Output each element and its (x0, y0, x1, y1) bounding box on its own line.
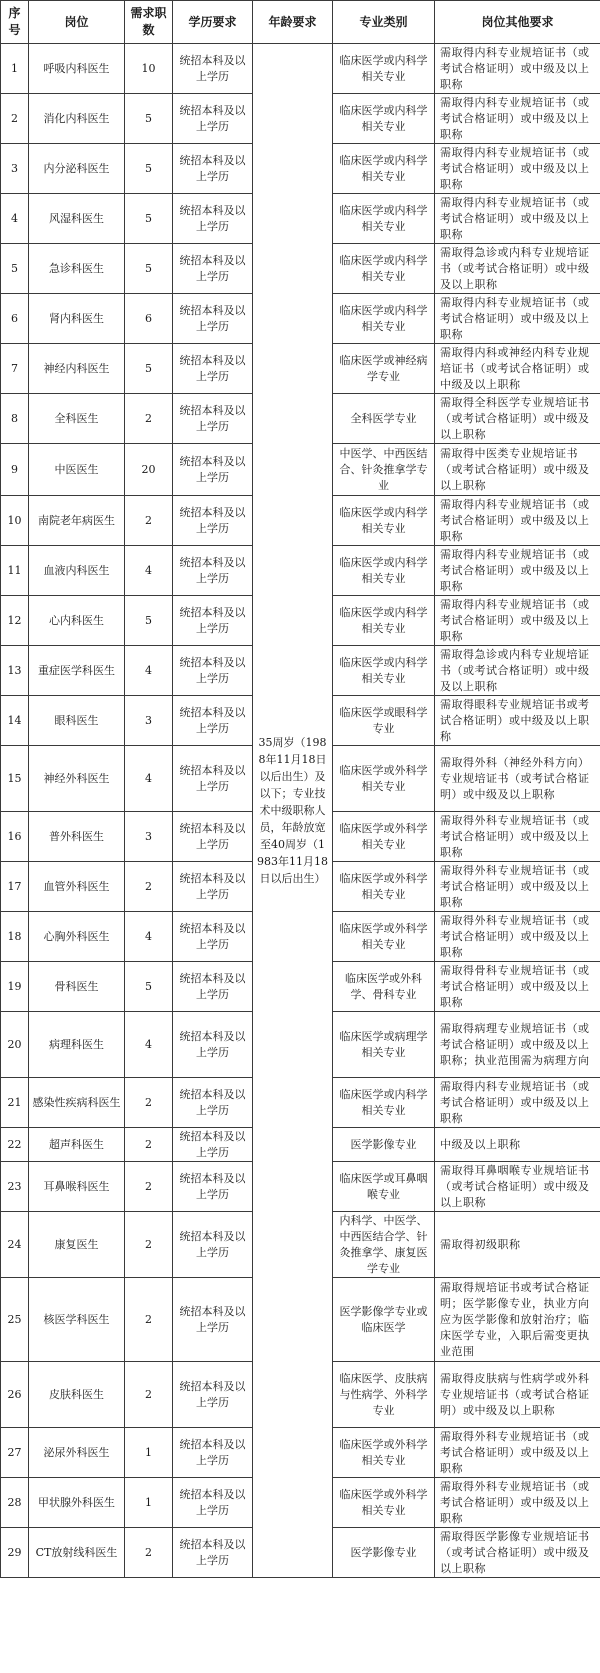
row-other: 需取得外科专业规培证书（或考试合格证明）或中级及以上职称 (435, 1428, 600, 1478)
row-count: 5 (125, 344, 173, 394)
row-no: 1 (1, 44, 29, 94)
row-no: 17 (1, 862, 29, 912)
row-education: 统招本科及以上学历 (173, 44, 253, 94)
row-position: 神经内科医生 (29, 344, 125, 394)
row-other: 需取得耳鼻咽喉专业规培证书（或考试合格证明）或中级及以上职称 (435, 1162, 600, 1212)
row-count: 2 (125, 1278, 173, 1362)
row-education: 统招本科及以上学历 (173, 194, 253, 244)
row-position: 康复医生 (29, 1212, 125, 1278)
row-position: 肾内科医生 (29, 294, 125, 344)
row-count: 4 (125, 546, 173, 596)
row-other: 需取得外科专业规培证书（或考试合格证明）或中级及以上职称 (435, 912, 600, 962)
row-position: 全科医生 (29, 394, 125, 444)
row-education: 统招本科及以上学历 (173, 596, 253, 646)
row-education: 统招本科及以上学历 (173, 1212, 253, 1278)
row-count: 20 (125, 444, 173, 496)
row-count: 5 (125, 962, 173, 1012)
row-position: 骨科医生 (29, 962, 125, 1012)
row-other: 需取得内科专业规培证书（或考试合格证明）或中级及以上职称 (435, 596, 600, 646)
row-education: 统招本科及以上学历 (173, 646, 253, 696)
row-major: 临床医学或外科学相关专业 (333, 1428, 435, 1478)
row-education: 统招本科及以上学历 (173, 1128, 253, 1162)
row-education: 统招本科及以上学历 (173, 1478, 253, 1528)
row-no: 25 (1, 1278, 29, 1362)
row-education: 统招本科及以上学历 (173, 94, 253, 144)
row-education: 统招本科及以上学历 (173, 496, 253, 546)
row-no: 9 (1, 444, 29, 496)
row-major: 临床医学、皮肤病与性病学、外科学专业 (333, 1362, 435, 1428)
row-position: 皮肤科医生 (29, 1362, 125, 1428)
row-no: 8 (1, 394, 29, 444)
row-position: 泌尿外科医生 (29, 1428, 125, 1478)
row-other: 需取得内科或神经内科专业规培证书（或考试合格证明）或中级及以上职称 (435, 344, 600, 394)
row-count: 2 (125, 496, 173, 546)
row-major: 全科医学专业 (333, 394, 435, 444)
row-other: 需取得全科医学专业规培证书（或考试合格证明）或中级及以上职称 (435, 394, 600, 444)
row-major: 临床医学或外科学、骨科专业 (333, 962, 435, 1012)
row-other: 需取得病理专业规培证书（或考试合格证明）或中级及以上职称；执业范围需为病理方向 (435, 1012, 600, 1078)
row-major: 临床医学或眼科学专业 (333, 696, 435, 746)
row-count: 6 (125, 294, 173, 344)
row-education: 统招本科及以上学历 (173, 912, 253, 962)
row-other: 需取得初级职称 (435, 1212, 600, 1278)
row-position: 感染性疾病科医生 (29, 1078, 125, 1128)
row-position: 血液内科医生 (29, 546, 125, 596)
row-major: 临床医学或内科学相关专业 (333, 194, 435, 244)
row-no: 5 (1, 244, 29, 294)
row-major: 临床医学或外科学相关专业 (333, 746, 435, 812)
row-other: 需取得眼科专业规培证书或考试合格证明）或中级及以上职称 (435, 696, 600, 746)
row-major: 临床医学或内科学相关专业 (333, 596, 435, 646)
row-major: 临床医学或外科学相关专业 (333, 1478, 435, 1528)
row-count: 5 (125, 144, 173, 194)
row-position: 血管外科医生 (29, 862, 125, 912)
row-no: 19 (1, 962, 29, 1012)
row-other: 需取得内科专业规培证书（或考试合格证明）或中级及以上职称 (435, 1078, 600, 1128)
row-no: 27 (1, 1428, 29, 1478)
row-other: 需取得外科专业规培证书（或考试合格证明）或中级及以上职称 (435, 862, 600, 912)
row-major: 临床医学或病理学相关专业 (333, 1012, 435, 1078)
row-no: 11 (1, 546, 29, 596)
header-other: 岗位其他要求 (435, 1, 600, 44)
row-education: 统招本科及以上学历 (173, 394, 253, 444)
row-no: 13 (1, 646, 29, 696)
row-major: 临床医学或内科学相关专业 (333, 244, 435, 294)
row-no: 23 (1, 1162, 29, 1212)
table-row (1, 44, 600, 94)
row-other: 需取得内科专业规培证书（或考试合格证明）或中级及以上职称 (435, 294, 600, 344)
row-major: 临床医学或内科学相关专业 (333, 294, 435, 344)
row-count: 5 (125, 194, 173, 244)
row-position: 核医学科医生 (29, 1278, 125, 1362)
row-position: 南院老年病医生 (29, 496, 125, 546)
row-position: 心胸外科医生 (29, 912, 125, 962)
row-count: 2 (125, 1128, 173, 1162)
row-no: 20 (1, 1012, 29, 1078)
row-education: 统招本科及以上学历 (173, 294, 253, 344)
row-other: 需取得内科专业规培证书（或考试合格证明）或中级及以上职称 (435, 546, 600, 596)
row-major: 临床医学或外科学相关专业 (333, 862, 435, 912)
row-other: 需取得规培证书或考试合格证明；医学影像专业，执业方向应为医学影像和放射治疗；临床医学专业，入职后需变更执业范围 (435, 1278, 600, 1362)
row-other: 需取得内科专业规培证书（或考试合格证明）或中级及以上职称 (435, 44, 600, 94)
row-major: 临床医学或外科学相关专业 (333, 812, 435, 862)
row-position: 消化内科医生 (29, 94, 125, 144)
row-education: 统招本科及以上学历 (173, 862, 253, 912)
row-major: 临床医学或内科学相关专业 (333, 44, 435, 94)
row-education: 统招本科及以上学历 (173, 962, 253, 1012)
row-other: 需取得骨科专业规培证书（或考试合格证明）或中级及以上职称 (435, 962, 600, 1012)
row-other: 需取得皮肤病与性病学或外科专业规培证书（或考试合格证明）或中级及以上职称 (435, 1362, 600, 1428)
row-education: 统招本科及以上学历 (173, 1278, 253, 1362)
header-row (1, 1, 600, 44)
row-major: 医学影像学专业或临床医学 (333, 1278, 435, 1362)
row-no: 6 (1, 294, 29, 344)
row-no: 26 (1, 1362, 29, 1428)
row-position: 耳鼻喉科医生 (29, 1162, 125, 1212)
row-position: 甲状腺外科医生 (29, 1478, 125, 1528)
header-education: 学历要求 (173, 1, 253, 44)
row-position: 重症医学科医生 (29, 646, 125, 696)
row-education: 统招本科及以上学历 (173, 746, 253, 812)
row-other: 需取得医学影像专业规培证书（或考试合格证明）或中级及以上职称 (435, 1528, 600, 1578)
row-major: 临床医学或内科学相关专业 (333, 94, 435, 144)
row-major: 临床医学或内科学相关专业 (333, 1078, 435, 1128)
row-count: 1 (125, 1478, 173, 1528)
row-count: 2 (125, 1362, 173, 1428)
row-other: 需取得内科专业规培证书（或考试合格证明）或中级及以上职称 (435, 496, 600, 546)
row-count: 4 (125, 646, 173, 696)
row-count: 4 (125, 1012, 173, 1078)
row-count: 2 (125, 862, 173, 912)
row-position: 中医医生 (29, 444, 125, 496)
row-position: 超声科医生 (29, 1128, 125, 1162)
row-no: 14 (1, 696, 29, 746)
row-major: 临床医学或内科学相关专业 (333, 496, 435, 546)
row-position: 眼科医生 (29, 696, 125, 746)
row-major: 临床医学或内科学相关专业 (333, 546, 435, 596)
row-education: 统招本科及以上学历 (173, 1428, 253, 1478)
row-education: 统招本科及以上学历 (173, 344, 253, 394)
row-major: 内科学、中医学、中西医结合学、针灸推拿学、康复医学专业 (333, 1212, 435, 1278)
row-no: 12 (1, 596, 29, 646)
row-count: 1 (125, 1428, 173, 1478)
header-no: 序号 (1, 1, 29, 44)
row-no: 2 (1, 94, 29, 144)
row-other: 需取得内科专业规培证书（或考试合格证明）或中级及以上职称 (435, 144, 600, 194)
row-position: 风湿科医生 (29, 194, 125, 244)
row-no: 28 (1, 1478, 29, 1528)
row-education: 统招本科及以上学历 (173, 546, 253, 596)
row-count: 5 (125, 244, 173, 294)
row-position: 内分泌科医生 (29, 144, 125, 194)
row-major: 临床医学或内科学相关专业 (333, 144, 435, 194)
row-count: 4 (125, 746, 173, 812)
row-education: 统招本科及以上学历 (173, 696, 253, 746)
header-count: 需求职数 (125, 1, 173, 44)
row-other: 需取得外科（神经外科方向）专业规培证书（或考试合格证明）或中级及以上职称 (435, 746, 600, 812)
row-no: 10 (1, 496, 29, 546)
row-count: 2 (125, 1528, 173, 1578)
row-education: 统招本科及以上学历 (173, 444, 253, 496)
row-position: 心内科医生 (29, 596, 125, 646)
row-count: 2 (125, 1078, 173, 1128)
row-position: 神经外科医生 (29, 746, 125, 812)
row-education: 统招本科及以上学历 (173, 144, 253, 194)
row-count: 2 (125, 394, 173, 444)
row-no: 24 (1, 1212, 29, 1278)
row-count: 10 (125, 44, 173, 94)
header-position: 岗位 (29, 1, 125, 44)
row-no: 21 (1, 1078, 29, 1128)
row-education: 统招本科及以上学历 (173, 244, 253, 294)
row-no: 29 (1, 1528, 29, 1578)
row-count: 3 (125, 812, 173, 862)
row-no: 22 (1, 1128, 29, 1162)
row-major: 临床医学或内科学相关专业 (333, 646, 435, 696)
age-requirement-cell: 35周岁（1988年11月18日以后出生）及以下；专业技术中级职称人员，年龄放宽至40周岁（1983年11月18日以后出生） (253, 44, 333, 1578)
row-education: 统招本科及以上学历 (173, 1012, 253, 1078)
row-education: 统招本科及以上学历 (173, 1078, 253, 1128)
row-position: 病理科医生 (29, 1012, 125, 1078)
row-count: 2 (125, 1162, 173, 1212)
row-major: 中医学、中西医结合、针灸推拿学专业 (333, 444, 435, 496)
row-no: 3 (1, 144, 29, 194)
row-count: 5 (125, 596, 173, 646)
header-age: 年龄要求 (253, 1, 333, 44)
row-other: 需取得内科专业规培证书（或考试合格证明）或中级及以上职称 (435, 194, 600, 244)
row-no: 7 (1, 344, 29, 394)
row-education: 统招本科及以上学历 (173, 1528, 253, 1578)
row-education: 统招本科及以上学历 (173, 1162, 253, 1212)
row-position: 急诊科医生 (29, 244, 125, 294)
row-major: 临床医学或外科学相关专业 (333, 912, 435, 962)
row-count: 2 (125, 1212, 173, 1278)
row-other: 需取得急诊或内科专业规培证书（或考试合格证明）或中级及以上职称 (435, 244, 600, 294)
row-position: 呼吸内科医生 (29, 44, 125, 94)
row-count: 3 (125, 696, 173, 746)
row-major: 医学影像专业 (333, 1128, 435, 1162)
row-major: 临床医学或神经病学专业 (333, 344, 435, 394)
row-other: 需取得外科专业规培证书（或考试合格证明）或中级及以上职称 (435, 1478, 600, 1528)
row-other: 需取得内科专业规培证书（或考试合格证明）或中级及以上职称 (435, 94, 600, 144)
row-no: 16 (1, 812, 29, 862)
row-other: 需取得急诊或内科专业规培证书（或考试合格证明）或中级及以上职称 (435, 646, 600, 696)
row-other: 需取得外科专业规培证书（或考试合格证明）或中级及以上职称 (435, 812, 600, 862)
row-no: 4 (1, 194, 29, 244)
row-major: 临床医学或耳鼻咽喉专业 (333, 1162, 435, 1212)
row-major: 医学影像专业 (333, 1528, 435, 1578)
row-count: 4 (125, 912, 173, 962)
row-other: 中级及以上职称 (435, 1128, 600, 1162)
row-no: 15 (1, 746, 29, 812)
header-major: 专业类别 (333, 1, 435, 44)
row-count: 5 (125, 94, 173, 144)
row-education: 统招本科及以上学历 (173, 1362, 253, 1428)
row-position: CT放射线科医生 (29, 1528, 125, 1578)
row-position: 普外科医生 (29, 812, 125, 862)
row-education: 统招本科及以上学历 (173, 812, 253, 862)
row-no: 18 (1, 912, 29, 962)
row-other: 需取得中医类专业规培证书（或考试合格证明）或中级及以上职称 (435, 444, 600, 496)
